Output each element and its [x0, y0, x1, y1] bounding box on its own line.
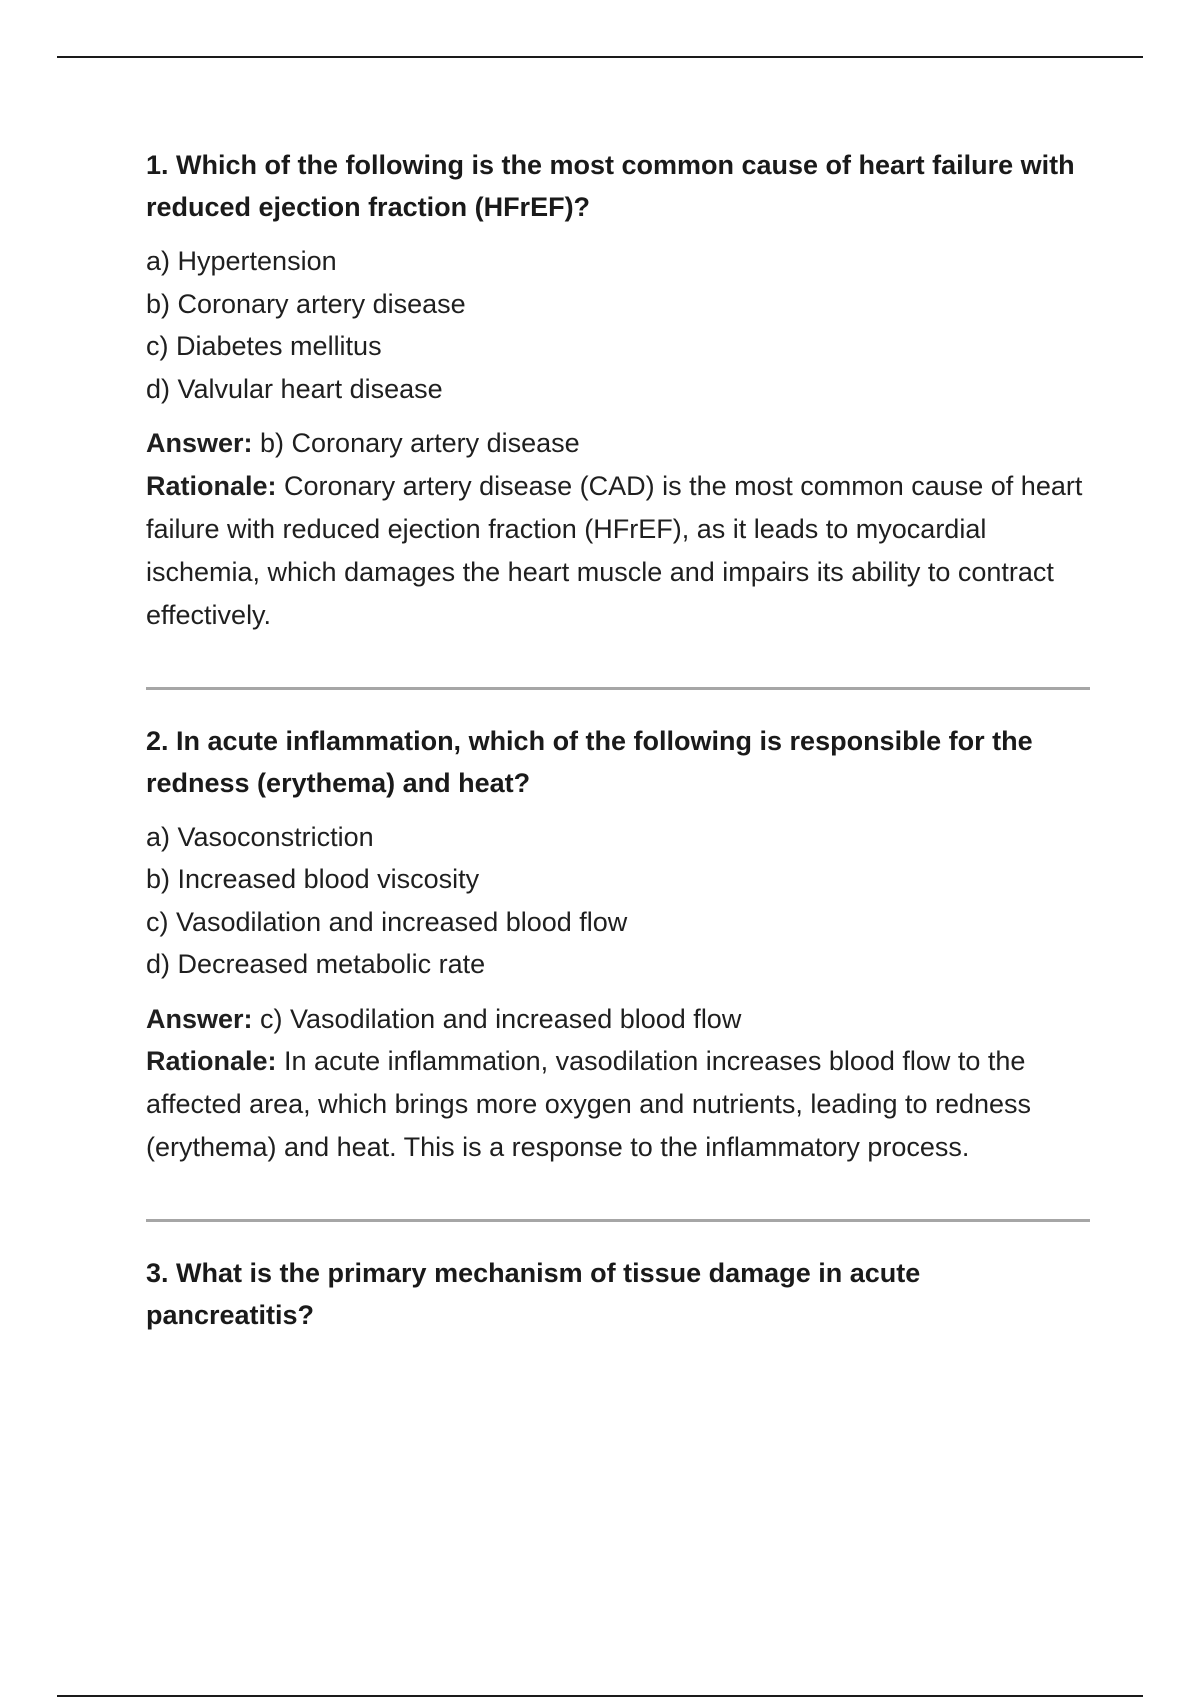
rationale-paragraph	[146, 465, 1090, 637]
option-c: c) Vasodilation and increased blood flow	[146, 906, 628, 937]
rationale-text: Coronary artery disease (CAD) is the most common cause of heart failure with reduced ejection fraction (HFrEF), as it leads to myocardial ischemia, which damages the heart muscle and impairs its ability to contract effectively.	[146, 470, 1083, 630]
document-body	[146, 144, 1090, 1348]
answer-label: Answer:	[146, 1003, 253, 1034]
question-block-1	[146, 144, 1090, 637]
answer-line	[146, 998, 1090, 1041]
option-d: d) Valvular heart disease	[146, 373, 443, 404]
answer-text: b) Coronary artery disease	[252, 428, 580, 458]
rationale-text: In acute inflammation, vasodilation increases blood flow to the affected area, which brings more oxygen and nutrients, leading to redness (erythema) and heat. This is a response to the inflammatory process.	[146, 1046, 1032, 1162]
answer-line	[146, 422, 1090, 465]
answer-label: Answer:	[146, 428, 253, 458]
option-list	[146, 816, 1090, 986]
page-top-rule	[57, 56, 1143, 58]
option-d: d) Decreased metabolic rate	[146, 949, 486, 979]
question-text: 1. Which of the following is the most common cause of heart failure with reduced ejection fraction (HFrEF)?	[146, 150, 1075, 222]
option-c: c) Diabetes mellitus	[146, 331, 382, 361]
option-b: b) Increased blood viscosity	[146, 864, 480, 894]
question-block-2	[146, 720, 1090, 1170]
rationale-label: Rationale:	[146, 1046, 277, 1076]
option-list	[146, 240, 1090, 410]
question-block-3	[146, 1252, 1090, 1336]
rationale-label: Rationale:	[146, 470, 277, 501]
section-divider	[146, 687, 1090, 690]
question-text: 3. What is the primary mechanism of tissue damage in acute pancreatitis?	[146, 1258, 921, 1330]
option-a: a) Hypertension	[146, 246, 337, 276]
page-bottom-rule	[57, 1695, 1143, 1697]
question-text: 2. In acute inflammation, which of the following is responsible for the redness (erythema) and heat?	[146, 725, 1033, 798]
option-b: b) Coronary artery disease	[146, 288, 466, 319]
answer-text: c) Vasodilation and increased blood flow	[252, 1003, 742, 1034]
rationale-paragraph	[146, 1040, 1090, 1169]
section-divider	[146, 1219, 1090, 1222]
option-a: a) Vasoconstriction	[146, 821, 374, 852]
